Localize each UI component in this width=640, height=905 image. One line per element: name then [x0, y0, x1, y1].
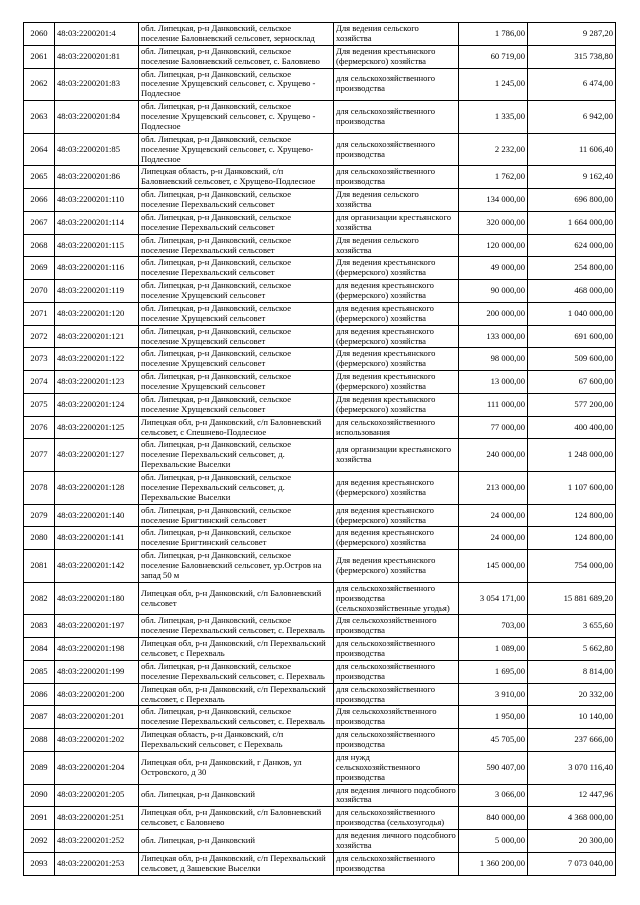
address-cell: обл. Липецкая, р-н Данковский, сельское поселение Баловневский сельсовет, с. Баловнево — [139, 45, 334, 68]
cadastral-value-cell: 9 162,40 — [528, 166, 616, 189]
cadastral-number-cell: 48:03:2200201:200 — [55, 683, 139, 706]
cadastral-number-cell: 48:03:2200201:128 — [55, 472, 139, 505]
row-number-cell: 2069 — [24, 257, 55, 280]
row-number-cell: 2087 — [24, 706, 55, 729]
cadastral-number-cell: 48:03:2200201:116 — [55, 257, 139, 280]
area-value-cell: 134 000,00 — [459, 189, 528, 212]
permitted-use-cell: для сельскохозяйственного производства (сельскохозяйственные угодья) — [334, 582, 459, 615]
area-value-cell: 2 232,00 — [459, 133, 528, 166]
cadastral-number-cell: 48:03:2200201:198 — [55, 638, 139, 661]
area-value-cell: 3 910,00 — [459, 683, 528, 706]
area-value-cell: 98 000,00 — [459, 348, 528, 371]
cadastral-number-cell: 48:03:2200201:204 — [55, 751, 139, 784]
cadastral-number-cell: 48:03:2200201:4 — [55, 23, 139, 46]
address-cell: обл. Липецкая, р-н Данковский, сельское поселение Хрущевский сельсовет — [139, 393, 334, 416]
table-row — [24, 348, 616, 371]
row-number-cell: 2074 — [24, 371, 55, 394]
cadastral-number-cell: 48:03:2200201:180 — [55, 582, 139, 615]
row-number-cell: 2085 — [24, 660, 55, 683]
table-row — [24, 416, 616, 439]
cadastral-value-cell: 4 368 000,00 — [528, 807, 616, 830]
row-number-cell: 2082 — [24, 582, 55, 615]
cadastral-number-cell: 48:03:2200201:251 — [55, 807, 139, 830]
permitted-use-cell: для сельскохозяйственного производства — [334, 852, 459, 875]
permitted-use-cell: для ведения личного подсобного хозяйства — [334, 830, 459, 853]
cadastral-value-cell: 468 000,00 — [528, 280, 616, 303]
address-cell: обл. Липецкая, р-н Данковский, сельское поселение Хрущевский сельсовет — [139, 371, 334, 394]
table-row — [24, 257, 616, 280]
permitted-use-cell: для ведения крестьянского (фермерского) хозяйства — [334, 325, 459, 348]
address-cell: Липецкая область, р-н Данковский, с/п Баловневский сельсовет, с Хрущево-Подлесное — [139, 166, 334, 189]
area-value-cell: 133 000,00 — [459, 325, 528, 348]
address-cell: обл. Липецкая, р-н Данковский, сельское поселение Хрущевский сельсовет — [139, 280, 334, 303]
address-cell: обл. Липецкая, р-н Данковский, сельское поселение Переxвальский сельсовет, д. Переxвальские Выселки — [139, 472, 334, 505]
row-number-cell: 2086 — [24, 683, 55, 706]
table-row — [24, 706, 616, 729]
table-row — [24, 784, 616, 807]
row-number-cell: 2089 — [24, 751, 55, 784]
permitted-use-cell: Для ведения крестьянского (фермерского) хозяйства — [334, 550, 459, 583]
area-value-cell: 77 000,00 — [459, 416, 528, 439]
table-row — [24, 683, 616, 706]
table-row — [24, 472, 616, 505]
permitted-use-cell: для ведения крестьянского (фермерского) хозяйства — [334, 527, 459, 550]
cadastral-number-cell: 48:03:2200201:127 — [55, 439, 139, 472]
area-value-cell: 111 000,00 — [459, 393, 528, 416]
permitted-use-cell: для сельскохозяйственного производства — [334, 101, 459, 134]
address-cell: обл. Липецкая, р-н Данковский, сельское поселение Переxвальский сельсовет, д. Переxвальские Выселки — [139, 439, 334, 472]
cadastral-number-cell: 48:03:2200201:122 — [55, 348, 139, 371]
cadastral-number-cell: 48:03:2200201:115 — [55, 234, 139, 257]
cadastral-value-cell: 12 447,96 — [528, 784, 616, 807]
cadastral-number-cell: 48:03:2200201:120 — [55, 302, 139, 325]
area-value-cell: 1 762,00 — [459, 166, 528, 189]
table-row — [24, 504, 616, 527]
address-cell: обл. Липецкая, р-н Данковский, сельское поселение Баловневский сельсовет, зерносклад — [139, 23, 334, 46]
row-number-cell: 2091 — [24, 807, 55, 830]
area-value-cell: 1 335,00 — [459, 101, 528, 134]
table-row — [24, 101, 616, 134]
cadastral-number-cell: 48:03:2200201:119 — [55, 280, 139, 303]
cadastral-value-cell: 1 248 000,00 — [528, 439, 616, 472]
cadastral-number-cell: 48:03:2200201:205 — [55, 784, 139, 807]
address-cell: обл. Липецкая, р-н Данковский, сельское поселение Переxвальский сельсовет, с. Переxваль — [139, 706, 334, 729]
permitted-use-cell: для нужд сельскохозяйственного производства — [334, 751, 459, 784]
address-cell: обл. Липецкая, р-н Данковский, сельское поселение Переxвальский сельсовет, с. Переxваль — [139, 615, 334, 638]
cadastral-value-cell: 1 040 000,00 — [528, 302, 616, 325]
cadastral-value-cell: 237 666,00 — [528, 729, 616, 752]
cadastral-number-cell: 48:03:2200201:125 — [55, 416, 139, 439]
table-row — [24, 439, 616, 472]
cadastral-value-cell: 6 942,00 — [528, 101, 616, 134]
row-number-cell: 2072 — [24, 325, 55, 348]
row-number-cell: 2078 — [24, 472, 55, 505]
permitted-use-cell: для ведения крестьянского (фермерского) хозяйства — [334, 280, 459, 303]
cadastral-value-cell: 20 332,00 — [528, 683, 616, 706]
table-row — [24, 371, 616, 394]
row-number-cell: 2064 — [24, 133, 55, 166]
cadastral-number-cell: 48:03:2200201:140 — [55, 504, 139, 527]
area-value-cell: 5 000,00 — [459, 830, 528, 853]
cadastral-number-cell: 48:03:2200201:84 — [55, 101, 139, 134]
permitted-use-cell: Для ведения сельского хозяйства — [334, 234, 459, 257]
row-number-cell: 2075 — [24, 393, 55, 416]
area-value-cell: 590 407,00 — [459, 751, 528, 784]
cadastral-value-cell: 3 655,60 — [528, 615, 616, 638]
area-value-cell: 840 000,00 — [459, 807, 528, 830]
row-number-cell: 2084 — [24, 638, 55, 661]
address-cell: обл. Липецкая, р-н Данковский — [139, 830, 334, 853]
table-row — [24, 189, 616, 212]
cadastral-number-cell: 48:03:2200201:86 — [55, 166, 139, 189]
area-value-cell: 45 705,00 — [459, 729, 528, 752]
row-number-cell: 2088 — [24, 729, 55, 752]
cadastral-value-cell: 3 070 116,40 — [528, 751, 616, 784]
address-cell: Липецкая обл, р-н Данковский, с/п Переxвальский сельсовет, с Переxваль — [139, 683, 334, 706]
cadastral-number-cell: 48:03:2200201:114 — [55, 211, 139, 234]
address-cell: обл. Липецкая, р-н Данковский, сельское поселение Хрущевский сельсовет — [139, 348, 334, 371]
table-row — [24, 280, 616, 303]
area-value-cell: 1 695,00 — [459, 660, 528, 683]
address-cell: обл. Липецкая, р-н Данковский, сельское поселение Переxвальский сельсовет — [139, 211, 334, 234]
cadastral-value-cell: 9 287,20 — [528, 23, 616, 46]
permitted-use-cell: для организации крестьянского хозяйства — [334, 211, 459, 234]
permitted-use-cell: Для ведения крестьянского (фермерского) хозяйства — [334, 393, 459, 416]
permitted-use-cell: для организации крестьянского хозяйства — [334, 439, 459, 472]
cadastral-value-cell: 400 400,00 — [528, 416, 616, 439]
table-row — [24, 68, 616, 101]
table-row — [24, 166, 616, 189]
row-number-cell: 2060 — [24, 23, 55, 46]
area-value-cell: 1 950,00 — [459, 706, 528, 729]
address-cell: обл. Липецкая, р-н Данковский, сельское поселение Баловневский сельсовет, ур.Остров на запад 50 м — [139, 550, 334, 583]
address-cell: обл. Липецкая, р-н Данковский, сельское поселение Хрущевский сельсовет, с. Хрущево - Подлесное — [139, 101, 334, 134]
cadastral-number-cell: 48:03:2200201:110 — [55, 189, 139, 212]
address-cell: обл. Липецкая, р-н Данковский, сельское поселение Переxвальский сельсовет — [139, 257, 334, 280]
row-number-cell: 2081 — [24, 550, 55, 583]
table-row — [24, 550, 616, 583]
area-value-cell: 320 000,00 — [459, 211, 528, 234]
row-number-cell: 2071 — [24, 302, 55, 325]
cadastral-value-cell: 67 600,00 — [528, 371, 616, 394]
row-number-cell: 2090 — [24, 784, 55, 807]
permitted-use-cell: для сельскохозяйственного производства — [334, 683, 459, 706]
cadastral-number-cell: 48:03:2200201:121 — [55, 325, 139, 348]
permitted-use-cell: Для ведения крестьянского (фермерского) хозяйства — [334, 348, 459, 371]
cadastral-value-cell: 624 000,00 — [528, 234, 616, 257]
address-cell: Липецкая обл, р-н Данковский, с/п Баловневский сельсовет, с Баловнево — [139, 807, 334, 830]
area-value-cell: 60 719,00 — [459, 45, 528, 68]
table-row — [24, 852, 616, 875]
area-value-cell: 1 360 200,00 — [459, 852, 528, 875]
cadastral-number-cell: 48:03:2200201:141 — [55, 527, 139, 550]
row-number-cell: 2076 — [24, 416, 55, 439]
address-cell: обл. Липецкая, р-н Данковский, сельское поселение Бригтинский сельсовет — [139, 504, 334, 527]
permitted-use-cell: для сельскохозяйственного производства — [334, 729, 459, 752]
area-value-cell: 1 245,00 — [459, 68, 528, 101]
table-row — [24, 807, 616, 830]
cadastral-number-cell: 48:03:2200201:252 — [55, 830, 139, 853]
table-row — [24, 45, 616, 68]
cadastral-value-cell: 691 600,00 — [528, 325, 616, 348]
cadastral-number-cell: 48:03:2200201:123 — [55, 371, 139, 394]
cadastral-value-cell: 254 800,00 — [528, 257, 616, 280]
cadastral-number-cell: 48:03:2200201:253 — [55, 852, 139, 875]
cadastral-value-cell: 7 073 040,00 — [528, 852, 616, 875]
table-row — [24, 660, 616, 683]
row-number-cell: 2070 — [24, 280, 55, 303]
cadastral-number-cell: 48:03:2200201:202 — [55, 729, 139, 752]
permitted-use-cell: для ведения личного подсобного хозяйства — [334, 784, 459, 807]
table-row — [24, 830, 616, 853]
cadastral-number-cell: 48:03:2200201:124 — [55, 393, 139, 416]
permitted-use-cell: для сельскохозяйственного использования — [334, 416, 459, 439]
table-row — [24, 527, 616, 550]
cadastral-value-cell: 6 474,00 — [528, 68, 616, 101]
address-cell: Липецкая обл, р-н Данковский, с/п Переxвальский сельсовет, д Зашевские Выселки — [139, 852, 334, 875]
row-number-cell: 2092 — [24, 830, 55, 853]
row-number-cell: 2083 — [24, 615, 55, 638]
address-cell: обл. Липецкая, р-н Данковский, сельское поселение Переxвальский сельсовет — [139, 189, 334, 212]
area-value-cell: 13 000,00 — [459, 371, 528, 394]
permitted-use-cell: для сельскохозяйственного производства — [334, 68, 459, 101]
row-number-cell: 2079 — [24, 504, 55, 527]
cadastral-value-cell: 5 662,80 — [528, 638, 616, 661]
permitted-use-cell: Для ведения крестьянского (фермерского) хозяйства — [334, 45, 459, 68]
permitted-use-cell: для ведения крестьянского (фермерского) хозяйства — [334, 504, 459, 527]
table-row — [24, 751, 616, 784]
permitted-use-cell: для сельскохозяйственного производства — [334, 166, 459, 189]
row-number-cell: 2080 — [24, 527, 55, 550]
land-plots-table — [23, 22, 616, 876]
cadastral-number-cell: 48:03:2200201:201 — [55, 706, 139, 729]
table-row — [24, 302, 616, 325]
address-cell: Липецкая обл, р-н Данковский, с/п Баловневский сельсовет — [139, 582, 334, 615]
area-value-cell: 200 000,00 — [459, 302, 528, 325]
permitted-use-cell: Для ведения сельского хозяйства — [334, 189, 459, 212]
table-row — [24, 133, 616, 166]
permitted-use-cell: Для ведения крестьянского (фермерского) хозяйства — [334, 257, 459, 280]
table-row — [24, 393, 616, 416]
area-value-cell: 240 000,00 — [459, 439, 528, 472]
address-cell: обл. Липецкая, р-н Данковский, сельское поселение Хрущевский сельсовет — [139, 302, 334, 325]
cadastral-value-cell: 10 140,00 — [528, 706, 616, 729]
table-row — [24, 234, 616, 257]
address-cell: обл. Липецкая, р-н Данковский, сельское поселение Переxвальский сельсовет — [139, 234, 334, 257]
cadastral-value-cell: 20 300,00 — [528, 830, 616, 853]
address-cell: Липецкая обл, р-н Данковский, с/п Переxвальский сельсовет, с Переxваль — [139, 638, 334, 661]
area-value-cell: 1 786,00 — [459, 23, 528, 46]
row-number-cell: 2067 — [24, 211, 55, 234]
area-value-cell: 24 000,00 — [459, 527, 528, 550]
permitted-use-cell: для сельскохозяйственного производства — [334, 660, 459, 683]
table-row — [24, 638, 616, 661]
address-cell: обл. Липецкая, р-н Данковский — [139, 784, 334, 807]
address-cell: обл. Липецкая, р-н Данковский, сельское поселение Хрущевский сельсовет, с. Хрущево - Подлесное — [139, 68, 334, 101]
area-value-cell: 90 000,00 — [459, 280, 528, 303]
area-value-cell: 145 000,00 — [459, 550, 528, 583]
cadastral-value-cell: 15 881 689,20 — [528, 582, 616, 615]
row-number-cell: 2073 — [24, 348, 55, 371]
cadastral-number-cell: 48:03:2200201:199 — [55, 660, 139, 683]
row-number-cell: 2068 — [24, 234, 55, 257]
table-row — [24, 582, 616, 615]
cadastral-value-cell: 577 200,00 — [528, 393, 616, 416]
table-row — [24, 729, 616, 752]
permitted-use-cell: для ведения крестьянского (фермерского) хозяйства — [334, 302, 459, 325]
table-row — [24, 23, 616, 46]
area-value-cell: 120 000,00 — [459, 234, 528, 257]
table-row — [24, 615, 616, 638]
permitted-use-cell: для ведения крестьянского (фермерского) хозяйства — [334, 472, 459, 505]
permitted-use-cell: Для ведения сельского хозяйства — [334, 23, 459, 46]
row-number-cell: 2065 — [24, 166, 55, 189]
row-number-cell: 2063 — [24, 101, 55, 134]
row-number-cell: 2062 — [24, 68, 55, 101]
cadastral-number-cell: 48:03:2200201:197 — [55, 615, 139, 638]
area-value-cell: 24 000,00 — [459, 504, 528, 527]
address-cell: обл. Липецкая, р-н Данковский, сельское поселение Переxвальский сельсовет, с. Переxваль — [139, 660, 334, 683]
cadastral-value-cell: 696 800,00 — [528, 189, 616, 212]
cadastral-value-cell: 1 107 600,00 — [528, 472, 616, 505]
cadastral-value-cell: 1 664 000,00 — [528, 211, 616, 234]
address-cell: обл. Липецкая, р-н Данковский, сельское поселение Хрущевский сельсовет, с. Хрущево-Подлесное — [139, 133, 334, 166]
cadastral-value-cell: 11 606,40 — [528, 133, 616, 166]
cadastral-value-cell: 754 000,00 — [528, 550, 616, 583]
table-body — [24, 23, 616, 876]
cadastral-number-cell: 48:03:2200201:81 — [55, 45, 139, 68]
area-value-cell: 703,00 — [459, 615, 528, 638]
row-number-cell: 2066 — [24, 189, 55, 212]
row-number-cell: 2077 — [24, 439, 55, 472]
address-cell: обл. Липецкая, р-н Данковский, сельское поселение Бригтинский сельсовет — [139, 527, 334, 550]
permitted-use-cell: для сельскохозяйственного производства — [334, 133, 459, 166]
document-page — [23, 22, 615, 876]
cadastral-number-cell: 48:03:2200201:83 — [55, 68, 139, 101]
table-row — [24, 325, 616, 348]
address-cell: Липецкая область, р-н Данковский, с/п Переxвальский сельсовет, с Переxваль — [139, 729, 334, 752]
cadastral-value-cell: 124 800,00 — [528, 527, 616, 550]
area-value-cell: 3 066,00 — [459, 784, 528, 807]
cadastral-value-cell: 8 814,00 — [528, 660, 616, 683]
address-cell: Липецкая обл, р-н Данковский, с/п Баловневский сельсовет, с Спешнево-Подлесное — [139, 416, 334, 439]
area-value-cell: 49 000,00 — [459, 257, 528, 280]
cadastral-number-cell: 48:03:2200201:142 — [55, 550, 139, 583]
permitted-use-cell: для сельскохозяйственного производства (сельхозугодья) — [334, 807, 459, 830]
area-value-cell: 1 089,00 — [459, 638, 528, 661]
area-value-cell: 213 000,00 — [459, 472, 528, 505]
permitted-use-cell: Для ведения крестьянского (фермерского) хозяйства — [334, 371, 459, 394]
cadastral-value-cell: 509 600,00 — [528, 348, 616, 371]
address-cell: обл. Липецкая, р-н Данковский, сельское поселение Хрущевский сельсовет — [139, 325, 334, 348]
area-value-cell: 3 054 171,00 — [459, 582, 528, 615]
permitted-use-cell: Для сельскохозяйственного производства — [334, 706, 459, 729]
row-number-cell: 2093 — [24, 852, 55, 875]
cadastral-value-cell: 315 738,80 — [528, 45, 616, 68]
permitted-use-cell: для сельскохозяйственного производства — [334, 638, 459, 661]
address-cell: Липецкая обл, р-н Данковский, г Данков, ул Островского, д 30 — [139, 751, 334, 784]
row-number-cell: 2061 — [24, 45, 55, 68]
cadastral-number-cell: 48:03:2200201:85 — [55, 133, 139, 166]
cadastral-value-cell: 124 800,00 — [528, 504, 616, 527]
permitted-use-cell: Для сельскохозяйственного производства — [334, 615, 459, 638]
table-row — [24, 211, 616, 234]
